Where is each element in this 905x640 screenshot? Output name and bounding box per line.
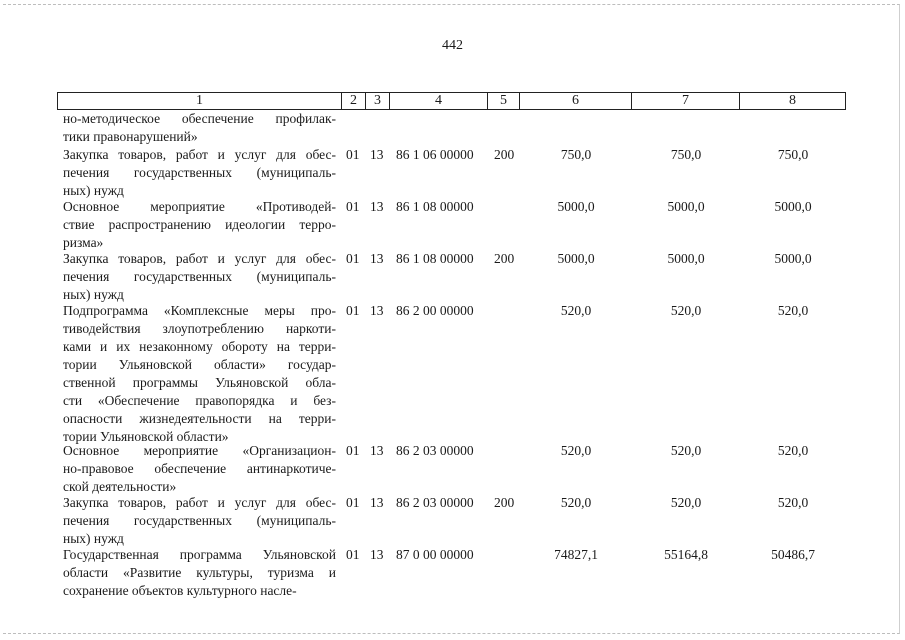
header-col-2: 2 [342,93,366,109]
description-line: ственной программы Ульяновской обла- [63,375,336,390]
cell-col-2: 01 [346,147,360,162]
description-line: но-методическое обеспечение профилак- [63,111,336,126]
description-line: Основное мероприятие «Противодей- [63,199,336,214]
header-col-4: 4 [390,93,488,109]
description-line: ствие распространению идеологии терро- [63,217,336,232]
cell-col-4: 86 2 03 00000 [396,443,474,458]
cell-col-7: 5000,0 [667,199,705,214]
cell-col-8: 750,0 [777,147,809,162]
description-line: ных) нужд [63,183,124,198]
cell-col-3: 13 [370,303,384,318]
description-line: печения государственных (муниципаль- [63,269,336,284]
cell-col-8: 520,0 [777,443,809,458]
cell-col-7: 55164,8 [664,547,708,562]
description-line: тории Ульяновской области» [63,429,229,444]
description-line: ской деятельности» [63,479,177,494]
description-line: печения государственных (муниципаль- [63,165,336,180]
cell-col-3: 13 [370,547,384,562]
cell-col-2: 01 [346,443,360,458]
cell-col-6: 5000,0 [557,251,595,266]
description-line: печения государственных (муниципаль- [63,513,336,528]
description-line: сохранение объектов культурного насле- [63,583,297,598]
cell-col-2: 01 [346,547,360,562]
description-line: тики правонарушений» [63,129,198,144]
description-line: но-правовое обеспечение антинаркотиче- [63,461,336,476]
row-description [63,546,336,600]
header-col-7: 7 [632,93,740,109]
cell-col-3: 13 [370,443,384,458]
cell-col-6: 5000,0 [557,199,595,214]
description-line: тиводействия злоупотреблению наркоти- [63,321,336,336]
cell-col-8: 5000,0 [774,251,812,266]
description-line: Закупка товаров, работ и услуг для обес- [63,251,336,266]
cell-col-8: 520,0 [777,303,809,318]
cell-col-7: 520,0 [670,443,702,458]
cell-col-5: 200 [494,495,515,510]
cell-col-5: 200 [494,147,515,162]
cell-col-7: 520,0 [670,495,702,510]
description-line: опасности жизнедеятельности на терри- [63,411,336,426]
cell-col-4: 86 1 06 00000 [396,147,474,162]
row-description [63,198,336,252]
cell-col-2: 01 [346,199,360,214]
row-description [63,146,336,200]
row-description [63,494,336,548]
header-col-1: 1 [58,93,342,109]
cell-col-4: 86 1 08 00000 [396,199,474,214]
cell-col-2: 01 [346,495,360,510]
cell-col-6: 520,0 [560,303,592,318]
header-col-5: 5 [488,93,520,109]
cell-col-7: 750,0 [670,147,702,162]
header-col-6: 6 [520,93,632,109]
description-line: Основное мероприятие «Организацион- [63,443,336,458]
cell-col-4: 86 1 08 00000 [396,251,474,266]
cell-col-3: 13 [370,199,384,214]
cell-col-6: 520,0 [560,443,592,458]
cell-col-3: 13 [370,495,384,510]
header-col-3: 3 [366,93,390,109]
cell-col-4: 86 2 03 00000 [396,495,474,510]
description-line: Закупка товаров, работ и услуг для обес- [63,147,336,162]
row-description [63,250,336,304]
cell-col-2: 01 [346,251,360,266]
description-line: ных) нужд [63,287,124,302]
cell-col-6: 750,0 [560,147,592,162]
cell-col-3: 13 [370,251,384,266]
table-header-row [57,92,846,110]
cell-col-7: 520,0 [670,303,702,318]
cell-col-8: 50486,7 [771,547,815,562]
description-line: ризма» [63,235,104,250]
cell-col-4: 86 2 00 00000 [396,303,474,318]
cell-col-5: 200 [494,251,515,266]
description-line: ками и их незаконному обороту на терри- [63,339,336,354]
description-line: Подпрограмма «Комплексные меры про- [63,303,336,318]
description-line: Закупка товаров, работ и услуг для обес- [63,495,336,510]
row-description [63,110,336,146]
cell-col-6: 520,0 [560,495,592,510]
description-line: ных) нужд [63,531,124,546]
description-line: сти «Обеспечение правопорядка и без- [63,393,336,408]
page-number: 442 [442,38,463,53]
description-line: тории Ульяновской области» государ- [63,357,336,372]
row-description [63,442,336,496]
cell-col-8: 520,0 [777,495,809,510]
cell-col-3: 13 [370,147,384,162]
cell-col-7: 5000,0 [667,251,705,266]
header-col-8: 8 [789,93,796,108]
cell-col-2: 01 [346,303,360,318]
description-line: области «Развитие культуры, туризма и [63,565,336,580]
description-line: Государственная программа Ульяновской [63,547,336,562]
row-description [63,302,336,446]
cell-col-8: 5000,0 [774,199,812,214]
cell-col-6: 74827,1 [554,547,598,562]
cell-col-4: 87 0 00 00000 [396,547,474,562]
